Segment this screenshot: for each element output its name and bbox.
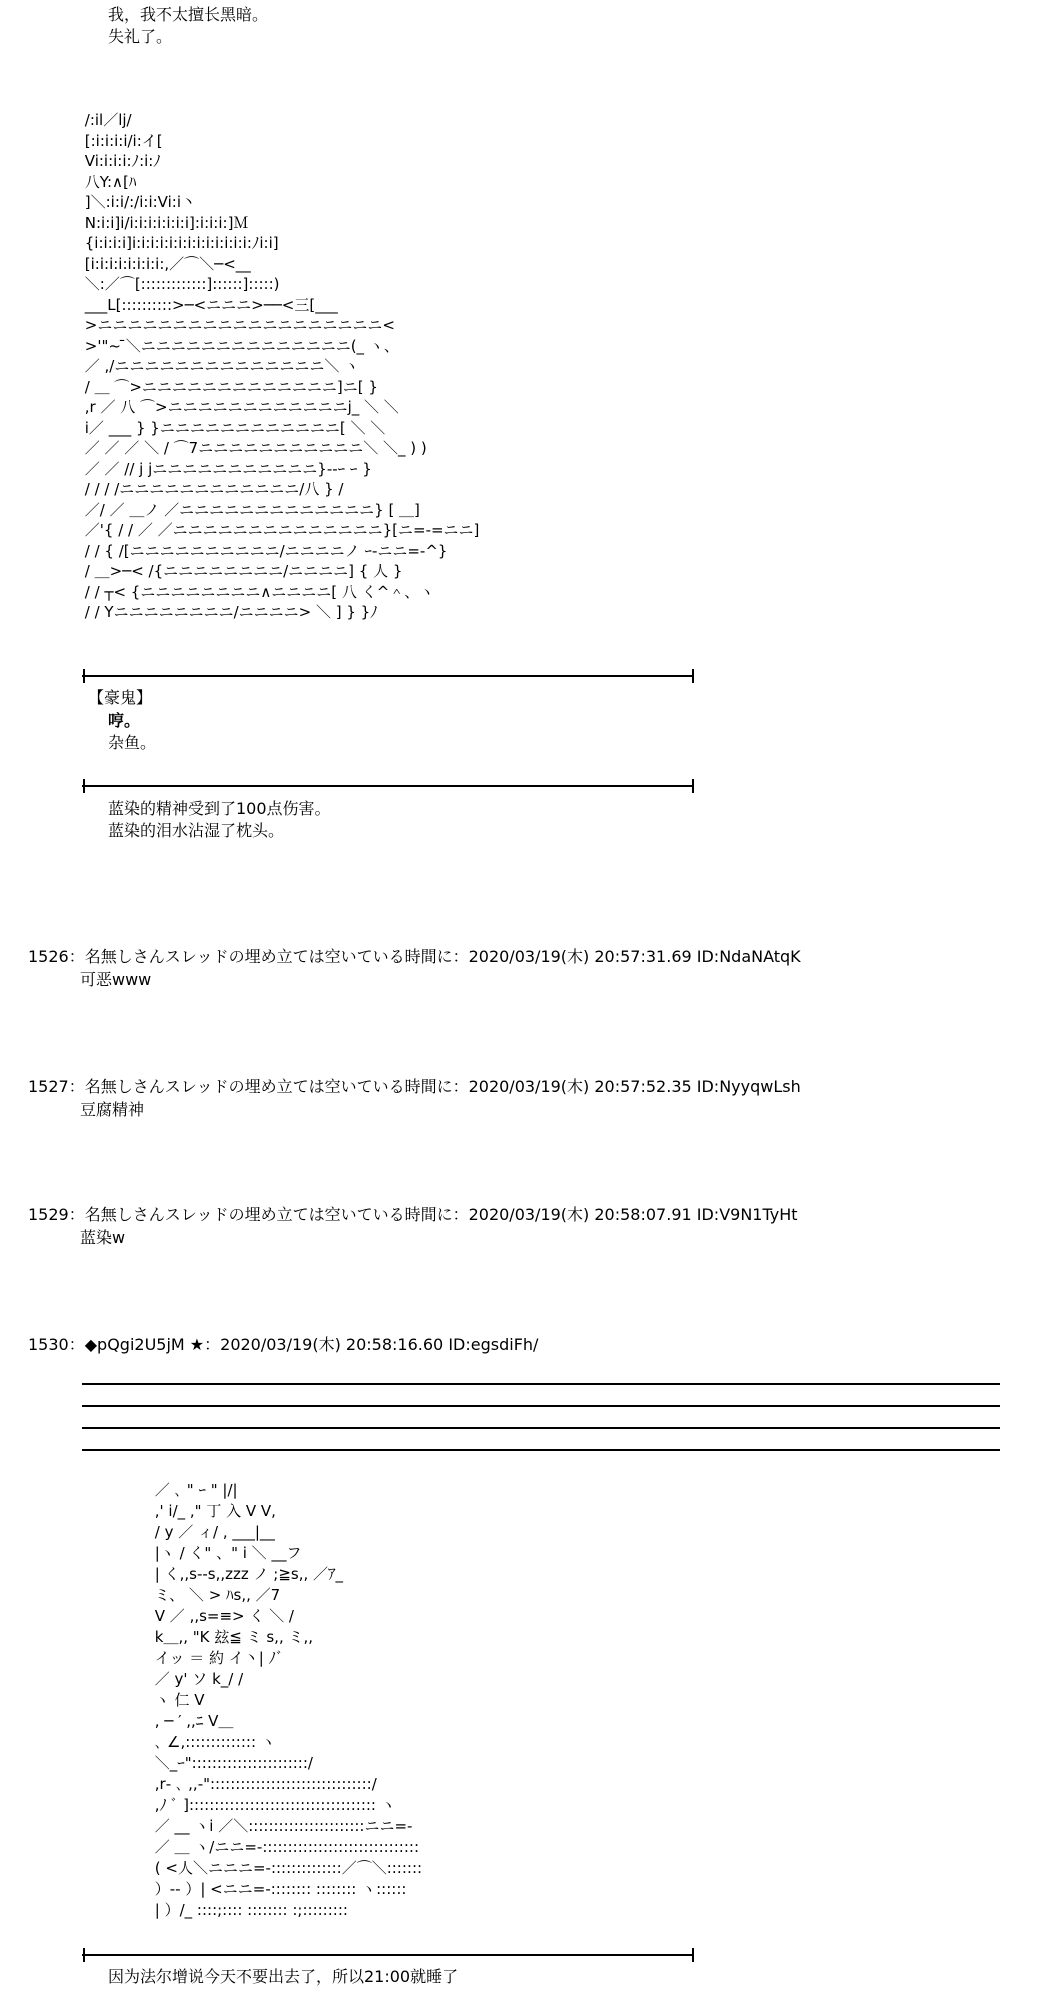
post-sep: ： bbox=[68, 947, 85, 966]
post-trip: ◆pQgi2U5jM ★ bbox=[84, 1335, 205, 1354]
post-sep: ： bbox=[68, 1205, 85, 1224]
post-header bbox=[28, 946, 801, 968]
speaker-name: 【豪鬼】 bbox=[88, 688, 153, 707]
post-date: ：2020/03/19(木) 20:58:16.60 ID:egsdiFh/ bbox=[204, 1335, 539, 1354]
narration-line: 蓝染的精神受到了100点伤害。 bbox=[108, 799, 331, 818]
divider-tick bbox=[692, 669, 694, 683]
divider-tick bbox=[692, 779, 694, 793]
post-header bbox=[28, 1334, 538, 1356]
narration-line: 蓝染的泪水沾湿了枕头。 bbox=[108, 821, 285, 840]
post-number[interactable]: 1526 bbox=[28, 947, 69, 966]
post-number[interactable]: 1530 bbox=[28, 1335, 69, 1354]
post-body: 蓝染w bbox=[80, 1228, 126, 1247]
post-date: ：2020/03/19(木) 20:57:31.69 ID:NdaNAtqK bbox=[452, 947, 801, 966]
divider-tick bbox=[83, 779, 85, 793]
post-number[interactable]: 1527 bbox=[28, 1077, 69, 1096]
post-date: ：2020/03/19(木) 20:58:07.91 ID:V9N1TyHt bbox=[452, 1205, 798, 1224]
divider-tick bbox=[83, 1948, 85, 1962]
post-header bbox=[28, 1204, 798, 1226]
ascii-art-character: ／ ､ " ｰ " |/| ,' i/_ ," 丁 入 V V, / y ／ ィ/ , ___|__ |ヽ / く" 、" i ＼ __フ | く,,s--s,,zzz ノ ;≧s,, ／ｱ_ ミ、 ＼ > ﾊs,, ／7 V ／ ,,s=≡> く ＼ / k＿,, "K 玆≦ ミ s,, ミ,, イッ ＝ 約 イ丶| ﾉﾞ ／ y' ソ k_/ / ヽ 仁 V , ─ ′ ,,ﾆ V＿ ､ ∠,:::::::::::::: ヽ ＼_ｰ":::::::::::::::::::::::/ ,r‐ ､ ,,-"::::::::::::::::::::::::::::::::/ ,ﾉ ﾞ ]::::::::::::::::::::::::::::::::::::: ヽ ／ __ ヽi ／＼:::::::::::::::::::::::ニニ=- ／ ＿ ヽ/ニニ=-::::::::::::::::::::::::::::::: ( <人＼ニニニ=-::::::::::::::／⌒＼::::::: ）-- ）| <ニニ=-:::::::: :::::::: ヽ:::::: | ）/_ ::::;:::: :::::::: :;::::::::: bbox=[154, 1481, 423, 1919]
post-body: 可恶www bbox=[80, 970, 152, 989]
post-number[interactable]: 1529 bbox=[28, 1205, 69, 1224]
post-date: ：2020/03/19(木) 20:57:52.35 ID:NyyqwLsh bbox=[452, 1077, 801, 1096]
post-header bbox=[28, 1076, 801, 1098]
horizontal-rule bbox=[82, 1405, 1000, 1407]
post-sep: ： bbox=[68, 1335, 85, 1354]
speech-line: 哼。 bbox=[108, 711, 141, 730]
post-author: 名無しさんスレッドの埋め立ては空いている時間に bbox=[84, 1077, 453, 1096]
post-sep: ： bbox=[68, 1077, 85, 1096]
dialogue-line: 失礼了。 bbox=[108, 27, 173, 46]
post-author: 名無しさんスレッドの埋め立ては空いている時間に bbox=[84, 947, 453, 966]
horizontal-rule bbox=[82, 1427, 1000, 1429]
divider-line bbox=[82, 675, 694, 677]
divider-line bbox=[82, 785, 694, 787]
speech-line: 杂鱼。 bbox=[108, 733, 157, 752]
horizontal-rule bbox=[82, 1449, 1000, 1451]
ascii-art-goki: /:il／lj/ [:i:i:i:i/i:イ[ Vi:i:i:i:ﾉ:i:ﾉ 八Y:∧[ﾊ ]＼:i:i/:/i:i:Vi:i丶 N:i:i]i/i:i:i:i:i:i:i]:i:i:i:]Ｍ {i:i:i:i]i:i:i:i:i:i:i:i:i:i:i:i:i:ﾉi:i] [i:i:i:i:i:i:i:i:,／⌒＼─<__ ＼:／⌒[:::::::::::::]::::::]:::::) ___L[::::::::::>─<ニニニ>──<三[___ >ニニニニニニニニニニニニニニニニニニニ< >'"~ ̄＼ニニニニニニニニニニニニニニ(_ ヽ、 ／ ,/ニニニニニニニニニニニニニニ＼ ヽ / ＿ ⌒>ニニニニニニニニニニニニニ]ニ[ } ,r ／ 八 ⌒>ニニニニニニニニニニニニj_ ＼ ＼ i／ ___ } }ニニニニニニニニニニニニ[ ＼ ＼ ／ ／ ／ ＼ / ⌒7ニニニニニニニニニニニ＼ ＼_ ) ) ／ ／ // j jニニニニニニニニニニニ}--ｰ ｰ } / / / /ニニニニニニニニニニニニ/八 } / ／/ ／ ＿ノ ／ニニニニニニニニニニニニニ} [ ＿] ／'{ / / ／ ／ニニニニニニニニニニニニニニ}[ニ=-=ニニ] / / { /[ニニニニニニニニニニ/ニニニニノ ｰ-ニニ=-^} / ＿>─< /{ニニニニニニニニ/ニニニニ] { 人 } / / ┬< {ニニニニニニニニ∧ニニニニ[ 八 く^＾、ヽ / / Yニニニニニニニニ/ニニニニ> ＼ ] } }ﾉ bbox=[84, 111, 480, 621]
dialogue-line: 我，我不太擅长黑暗。 bbox=[108, 5, 269, 24]
post-author: 名無しさんスレッドの埋め立ては空いている時間に bbox=[84, 1205, 453, 1224]
divider-tick bbox=[692, 1948, 694, 1962]
divider-line bbox=[82, 1954, 694, 1956]
divider-tick bbox=[83, 669, 85, 683]
narration-line: 因为法尔增说今天不要出去了，所以21:00就睡了 bbox=[108, 1967, 459, 1986]
horizontal-rule bbox=[82, 1383, 1000, 1385]
post-body: 豆腐精神 bbox=[80, 1100, 145, 1119]
